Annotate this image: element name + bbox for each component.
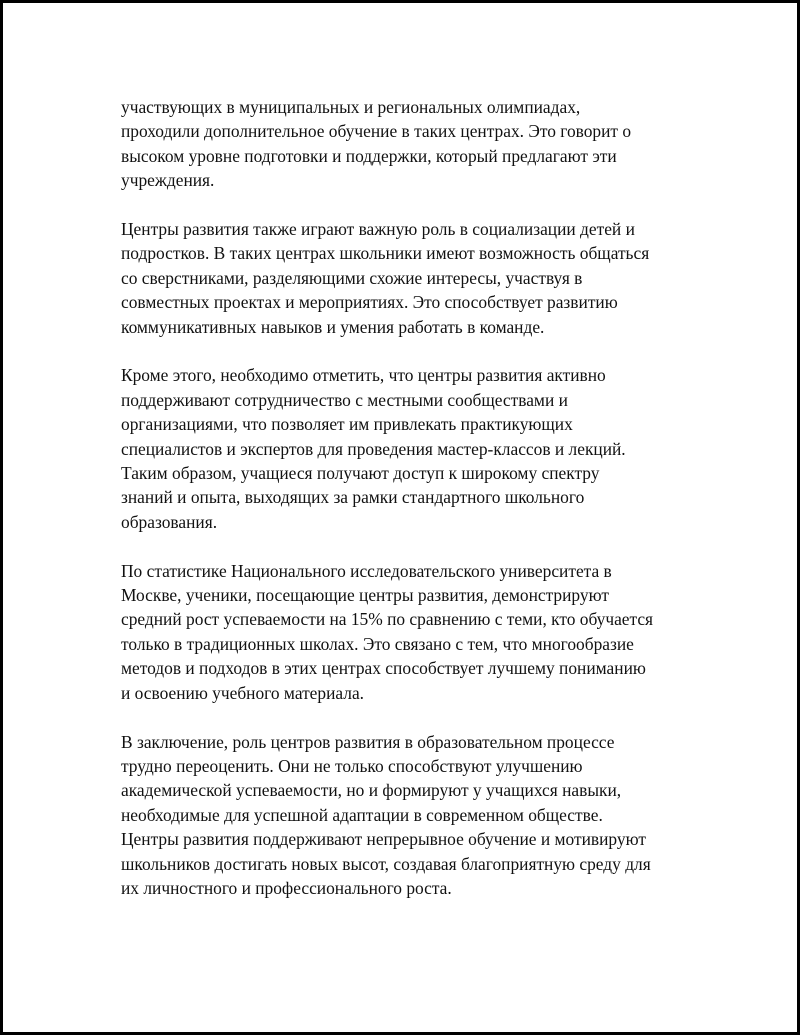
paragraph-community-cooperation: Кроме этого, необходимо отметить, что центры развития активно поддерживают сотрудничество с местными сообществами и организациями, что позволяет им привлекать практикующих специалистов и экспертов для проведения мастер-классов и лекций. Таким образом, учащиеся получают доступ к широкому спектру знаний и опыта, выходящих за рамки стандартного школьного образования. [121, 365, 626, 532]
paragraph-statistics: По статистике Национального исследовательского университета в Москве, ученики, посещающие центры развития, демонстрируют средний рост успеваемости на 15% по сравнению с теми, кто обучается только в традиционных школах. Это связано с тем, что многообразие методов и подходов в этих центрах способствует лучшему пониманию и освоению учебного материала. [121, 560, 654, 703]
paragraph-socialization: Центры развития также играют важную роль в социализации детей и подростков. В таких центрах школьники имеют возможность общаться со сверстниками, разделяющими схожие интересы, участвуя в совместных проектах и мероприятиях. Это способствует развитию коммуникативных навыков и умения работать в команде. [121, 219, 650, 337]
paragraph-olympiad-participation: участвующих в муниципальных и региональных олимпиадах, проходили дополнительное обучение в таких центрах. Это говорит о высоком уровне подготовки и поддержки, который предлагают эти учреждения. [121, 97, 632, 191]
paragraph-conclusion: В заключение, роль центров развития в образовательном процессе трудно переоценить. Они не только способствуют улучшению академической успеваемости, но и формируют у учащихся навыки, необходимые для успешной адаптации в современном обществе. Центры развития поддерживают непрерывное обучение и мотивируют школьников достигать новых высот, создавая благоприятную среду для их личностного и профессионального роста. [121, 731, 651, 898]
document-body [121, 95, 721, 925]
